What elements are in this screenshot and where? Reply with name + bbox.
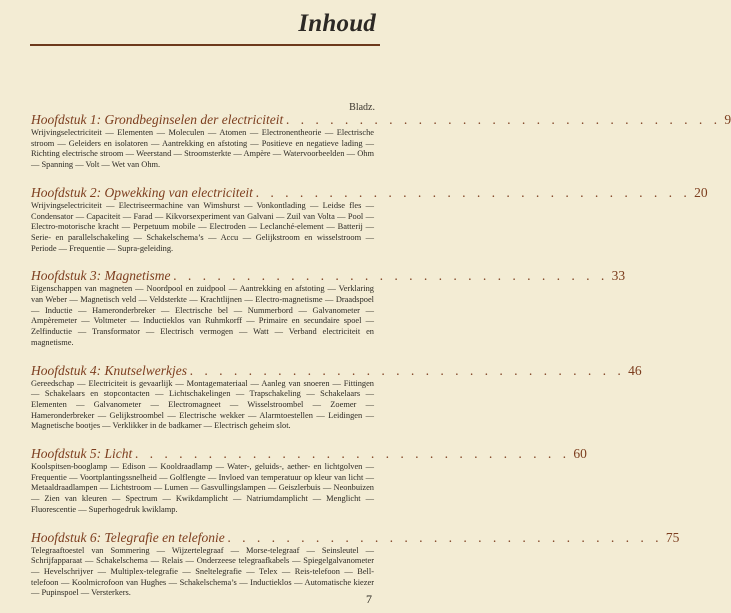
chapter-heading-row[interactable] <box>31 446 587 462</box>
chapter-heading-row[interactable] <box>31 529 680 546</box>
chapter-heading: Hoofdstuk 1: Grondbeginselen der electriciteit <box>31 112 284 127</box>
chapter-page-number: 33 <box>611 268 626 284</box>
chapter-heading: Hoofdstuk 3: Magnetisme <box>31 268 171 284</box>
chapter-topics: Telegraaftoestel van Sommering — Wijzertelegraaf — Morse-telegraaf — Seinsleutel — Schrijfapparaat — Schakelschema — Relais — Onderzeese telegraafkabels — Spiegelgalvanometer — Hevelschrijver — Multiplex-telegrafie — Sneltelegrafie — Telex — Reis-telefoon — Bell-telefoon — Koolmicrofoon van Hughes — Schakelschema’s — Inductieklos — Automatische kiezer — Pupinspoel — Versterkers. <box>31 545 374 598</box>
chapter-topics: Wrijvingselectriciteit — Electriseermachine van Wimshurst — Vonkontlading — Leidse fles — Condensator — Capaciteit — Farad — Kikvorsexperiment van Galvani — Zuil van Volta — Pool — Electro-motorische kracht — Perpetuum mobile — Electroden — Leclanché-element — Batterij — Serie- en parallelschakeling — Schakelschema’s — Accu — Gelijkstroom en wisselstroom — Periode — Frequentie — Supra-geleiding. <box>31 200 374 253</box>
chapter-list <box>31 112 731 613</box>
chapter-entry <box>31 529 680 600</box>
chapter-page-number: 60 <box>573 446 587 462</box>
chapter-heading-row[interactable] <box>31 184 708 201</box>
leader-dots: . . . . . . . . . . . . . . . . . . . . . . . . . . . . . . <box>173 268 609 284</box>
leader-dots: . . . . . . . . . . . . . . . . . . . . . . . . . . . . . . <box>286 112 722 127</box>
chapter-topics: Gereedschap — Electriciteit is gevaarlijk — Montagemateriaal — Aanleg van snoeren — Fittingen — Schakelaars en stopcontacten — Lichtschakelingen — Trapschakeling — Schakelaars — Elementen — Galvanometer — Electromagneet — Wisselstroombel — Zoemer — Hameronderbreker — Gelijkstroombel — Electrische wekker — Alarmtoestellen — Leidingen — Magnetische bootjes — Verklikker in de badkamer — Electrisch geheim slot. <box>31 378 374 431</box>
chapter-heading-row[interactable] <box>31 362 642 379</box>
chapter-heading: Hoofdstuk 4: Knutselwerkjes <box>31 362 187 378</box>
chapter-entry <box>31 446 587 516</box>
chapter-heading: Hoofdstuk 2: Opwekking van electriciteit <box>31 184 253 200</box>
chapter-page-number: 46 <box>628 362 642 378</box>
chapter-page-number: 75 <box>665 529 680 545</box>
leader-dots: . . . . . . . . . . . . . . . . . . . . . . . . . . . . . . <box>189 362 626 378</box>
chapter-heading: Hoofdstuk 5: Licht <box>31 446 133 462</box>
chapter-heading-row[interactable] <box>31 268 626 284</box>
chapter-entry <box>31 268 626 348</box>
chapter-page-number: 20 <box>694 184 708 200</box>
chapter-topics: Koolspitsen-booglamp — Edison — Kooldraadlamp — Water-, geluids-, aether- en lichtgolven — Frequentie — Voortplantingssnelheid — Golflengte — Invloed van temperatuur op kleur van licht — Metaaldraadlampen — Lichtstroom — Lumen — Gasvullingslampen — Geiszlerbuis — Neonbuizen — Zien van kleuren — Spectrum — Kwikdamplicht — Natriumdamplicht — Menglicht — Fluorescentie — Superhogedruk kwiklamp. <box>31 462 374 514</box>
chapter-topics: Eigenschappen van magneten — Noordpool en zuidpool — Aantrekking en afstoting — Verklaring van Weber — Magnetisch veld — Veldsterkte — Krachtlijnen — Electro-magnetisme — Draadspoel — Inductie — Hameronderbreker — Electrische bel — Nummerbord — Galvanometer — Ampèremeter — Voltmeter — Inductieklos van Ruhmkorff — Primaire en secundaire spoel — Zelfinductie — Transformator — Electrisch vermogen — Watt — Verband electriciteit en magnetisme. <box>31 284 374 347</box>
chapter-heading-row[interactable] <box>31 112 731 128</box>
title-rule <box>30 44 380 46</box>
chapter-entry <box>31 112 731 171</box>
leader-dots: . . . . . . . . . . . . . . . . . . . . . . . . . . . . . . <box>255 184 692 200</box>
page-title: Inhoud <box>298 10 376 37</box>
chapter-heading: Hoofdstuk 6: Telegrafie en telefonie <box>31 529 225 545</box>
leader-dots: . . . . . . . . . . . . . . . . . . . . . . . . . . . . . . <box>135 446 571 462</box>
chapter-entry <box>31 362 642 433</box>
page-column-header: Bladz. <box>349 102 375 113</box>
chapter-page-number: 9 <box>724 112 731 127</box>
folio-page-number: 7 <box>366 592 372 606</box>
leader-dots: . . . . . . . . . . . . . . . . . . . . . . . . . . . . . . <box>227 529 663 545</box>
chapter-entry <box>31 184 708 255</box>
chapter-topics: Wrijvingselectriciteit — Elementen — Moleculen — Atomen — Electronentheorie — Electrische stroom — Geleiders en isolatoren — Aantrekking en afstoting — Positieve en negatieve lading — Richting electrische stroom — Weerstand — Stroomsterkte — Ampère — Watervoorbeelden — Ohm — Spanning — Volt — Wet van Ohm. <box>31 128 374 170</box>
